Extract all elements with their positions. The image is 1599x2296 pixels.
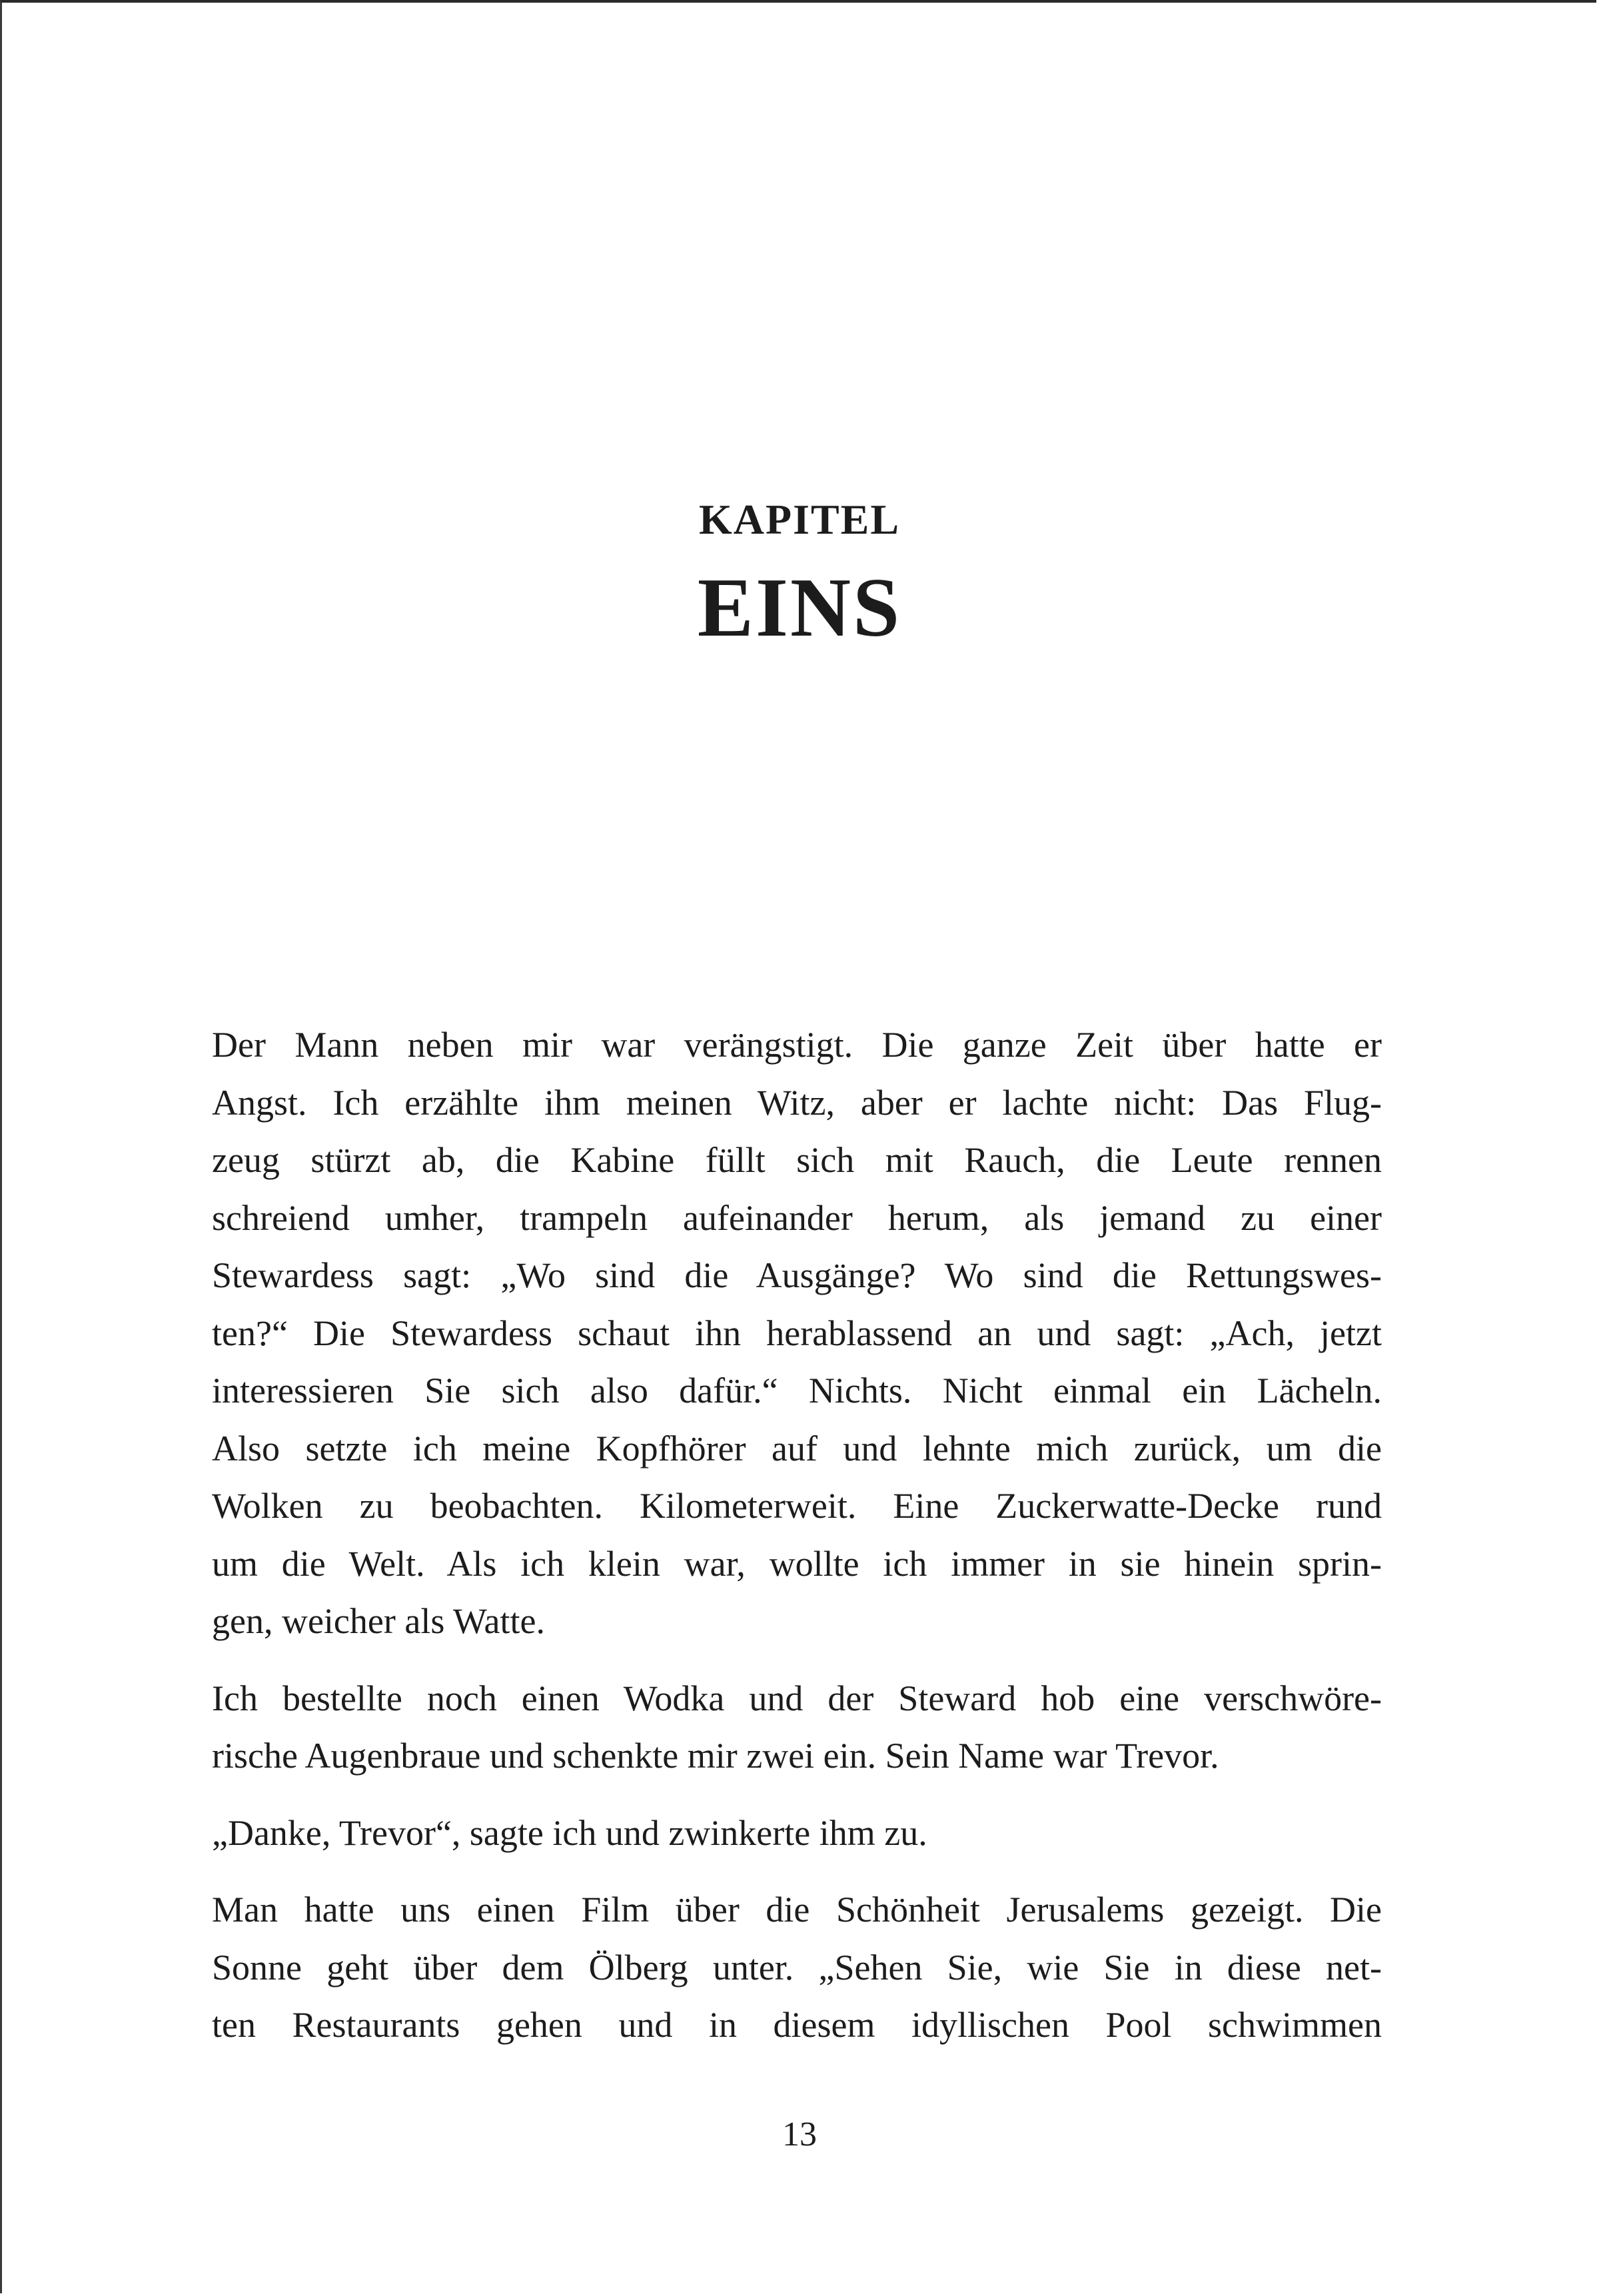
chapter-label: KAPITEL	[698, 496, 901, 543]
text-line: Also setzte ich meine Kopfhörer auf und lehnte mich zurück, um die	[212, 1428, 1382, 1468]
text-line: Stewardess sagt: „Wo sind die Ausgänge? Wo sind die Rettungswes-	[212, 1255, 1382, 1295]
chapter-body	[212, 1016, 1382, 2073]
text-line: Wolken zu beobachten. Kilometerweit. Eine Zuckerwatte-Decke rund	[212, 1486, 1382, 1526]
chapter-title: EINS	[697, 562, 902, 654]
text-line: Sonne geht über dem Ölberg unter. „Sehen Sie, wie Sie in diese net-	[212, 1947, 1382, 1988]
text-line: Ich bestellte noch einen Wodka und der Steward hob eine verschwöre-	[212, 1678, 1382, 1718]
text-line: Angst. Ich erzählte ihm meinen Witz, aber er lachte nicht: Das Flug-	[212, 1082, 1382, 1123]
text-line: schreiend umher, trampeln aufeinander herum, als jemand zu einer	[212, 1197, 1382, 1238]
text-line: „Danke, Trevor“, sagte ich und zwinkerte ihm zu.	[212, 1812, 927, 1853]
text-line: interessieren Sie sich also dafür.“ Nichts. Nicht einmal ein Lächeln.	[212, 1371, 1382, 1411]
paragraph	[212, 1804, 1382, 1862]
text-line: gen, weicher als Watte.	[212, 1601, 545, 1641]
paragraph	[212, 1016, 1382, 1650]
text-line: Man hatte uns einen Film über die Schönheit Jerusalems gezeigt. Die	[212, 1890, 1382, 1930]
text-line: um die Welt. Als ich klein war, wollte ich immer in sie hinein sprin-	[212, 1543, 1382, 1584]
paragraph	[212, 1670, 1382, 1785]
text-line: ten?“ Die Stewardess schaut ihn herablassend an und sagt: „Ach, jetzt	[212, 1313, 1382, 1353]
text-line: zeug stürzt ab, die Kabine füllt sich mit Rauch, die Leute rennen	[212, 1140, 1382, 1180]
text-line: ten Restaurants gehen und in diesem idyllischen Pool schwimmen	[212, 2005, 1382, 2045]
text-line: rische Augenbraue und schenkte mir zwei ein. Sein Name war Trevor.	[212, 1736, 1219, 1776]
text-line: Der Mann neben mir war verängstigt. Die ganze Zeit über hatte er	[212, 1025, 1382, 1065]
paragraph	[212, 1881, 1382, 2054]
page-number: 13	[782, 2115, 817, 2153]
